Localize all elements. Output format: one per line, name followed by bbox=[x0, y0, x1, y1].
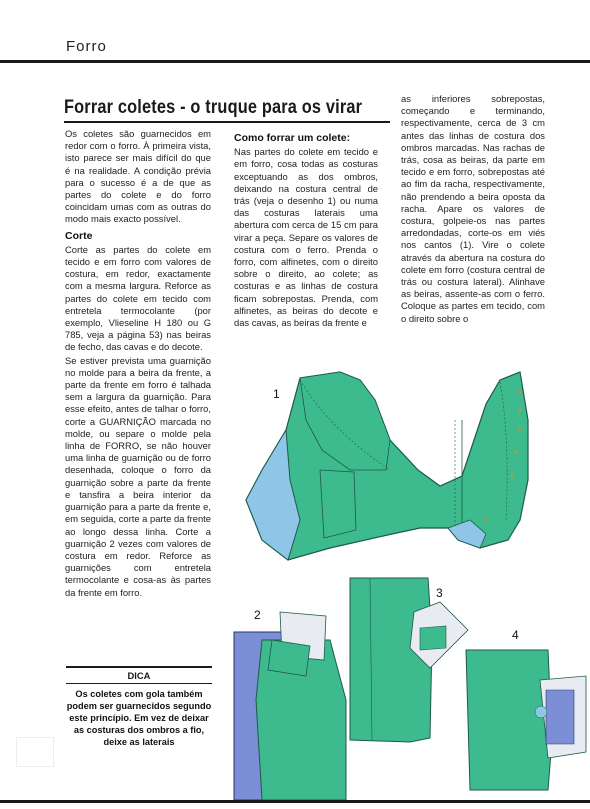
figure-2-number: 2 bbox=[254, 608, 261, 622]
corte-heading: Corte bbox=[65, 229, 93, 242]
figure-3-lining bbox=[350, 578, 468, 742]
figure-4-number: 4 bbox=[512, 628, 519, 642]
tip-text: Os coletes com gola também podem ser guarnecidos segundo este princípio. Em vez de deixar as costuras dos ombros a fio, deixe as laterais bbox=[66, 689, 212, 747]
figure-1-vest bbox=[246, 372, 528, 560]
page-corner-tab bbox=[16, 737, 54, 767]
tip-label: DICA bbox=[127, 670, 151, 681]
figure-4-turned bbox=[466, 650, 586, 790]
how-heading: Como forrar um colete: bbox=[234, 132, 351, 144]
figure-3-number: 3 bbox=[436, 586, 443, 600]
corte-paragraph-1: Corte as partes do colete em tecido e em forro com valores de costura, em redor, exactamente com a mesma largura. Reforce as partes do colete em tecido com entretela termocolante (por exemplo, Vlieseline H 180 ou G 785, veja a página 53) nas beiras de fecho, das cavas e do decote. bbox=[65, 243, 211, 353]
figure-2-facing bbox=[234, 612, 346, 800]
figure-1-number: 1 bbox=[273, 387, 280, 401]
intro-paragraph: Os coletes são guarnecidos em redor com o forro. À primeira vista, isto parece ser mais difícil do que é na realidade. A condição prévia para o sucesso é a de que as partes do colete e do forro coincidam umas com as outras do modo mais exacto possível. bbox=[65, 128, 211, 225]
corte-paragraph-2: Se estiver prevista uma guarnição no molde para a beira da frente, a parte da frente em forro é talhada sem a largura da guarnição. Para esse efeito, antes de talhar o forro, corte a GUARNIÇÃO marcada no molde, ou separe o molde pela linha de FORRO, se não houver uma linha de guarnição ou de forro desenhada, coloque o forro da guarnição sobre a parte da frente e tansfira a beira interior da guarnição para a parte da frente e, em seguida, corte a parte da frente ao longo dessa linha. Corte a guarnição 2 vezes com valores de costura em redor. Reforce as guarnições com entretela termocolante e cosa-as às partes da frente em forro. bbox=[65, 354, 211, 598]
col3-paragraph: as inferiores sobrepostas, começando e terminando, respectivamente, cerca de 3 cm antes das linhas de costura dos ombros marcadas. Nas rachas de trás, cosa as beiras, da parte em tecido e em forro, sobrepostas até ao fim da racha, respectivamente, não prendendo a beira oposta da racha. Apare os valores de costura, golpeie-os nas partes arredondadas, corte-os em viés nos cantos (1). Vire o colete através da abertura na costura do colete em forro (costura central de trás ou costura lateral). Alinhave as beiras, assente-as com o ferro. Coloque as partes em tecido, com o direito sobre o bbox=[401, 93, 545, 324]
section-header: Forro bbox=[66, 38, 107, 55]
article-title: Forrar coletes - o truque para os virar bbox=[64, 97, 363, 118]
bottom-rule bbox=[0, 800, 590, 803]
how-paragraph: Nas partes do colete em tecido e em forro, cosa todas as costuras exceptuando as dos ombros, deixando na costura central de trás (veja o desenho 1) ou numa das costuras laterais uma abertura com cerca de 15 cm para virar a peça. Separe os valores de costura com o ferro. Prenda o forro, com alfinetes, com o direito sobre o direito, ao colete; as costuras e as linhas de costura ficam sobrepostas. Prenda, com alfinetes, as beiras do decote e das cavas, as beiras da frente e bbox=[234, 146, 378, 329]
